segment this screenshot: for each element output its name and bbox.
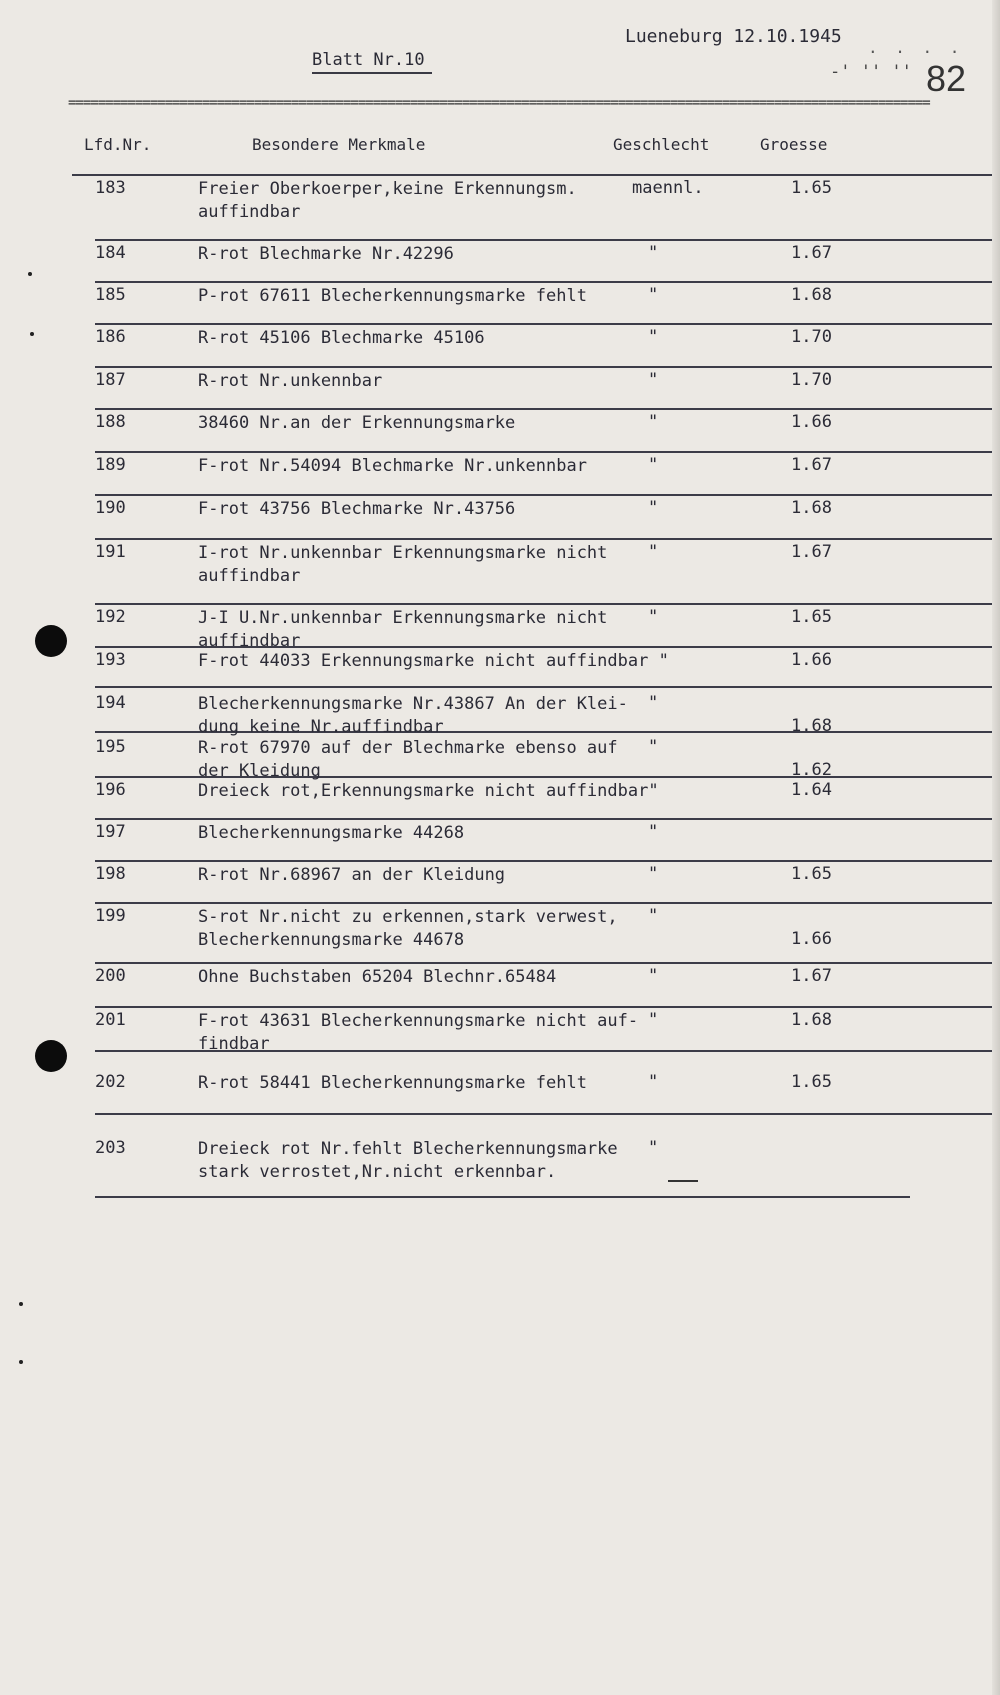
row-number: 186	[95, 327, 126, 347]
paper-speck	[19, 1360, 23, 1364]
row-merkmale-line: R-rot 45106 Blechmarke 45106	[198, 328, 485, 348]
row-geschlecht: "	[648, 498, 659, 518]
row-geschlecht: "	[648, 412, 659, 432]
sheet-title: Blatt Nr.10	[312, 50, 425, 70]
row-number: 197	[95, 822, 126, 842]
row-merkmale-line: Blecherkennungsmarke 44678	[198, 930, 465, 950]
row-groesse: 1.65	[791, 607, 832, 627]
row-number: 187	[95, 370, 126, 390]
row-merkmale-line: Blecherkennungsmarke 44268	[198, 823, 465, 843]
column-header-nr: Lfd.Nr.	[84, 135, 152, 154]
row-merkmale-line: F-rot Nr.54094 Blechmarke Nr.unkennbar	[198, 456, 587, 476]
row-geschlecht: "	[648, 864, 659, 884]
row-rule	[95, 686, 992, 688]
row-merkmale-line: S-rot Nr.nicht zu erkennen,stark verwest,	[198, 907, 618, 927]
row-rule	[95, 603, 992, 605]
row-groesse: 1.65	[791, 178, 832, 198]
row-geschlecht: "	[648, 1138, 659, 1158]
row-number: 201	[95, 1010, 126, 1030]
row-rule	[95, 1196, 910, 1198]
row-groesse: 1.68	[791, 285, 832, 305]
row-geschlecht: "	[648, 906, 659, 926]
row-geschlecht: "	[648, 243, 659, 263]
place-date: Lueneburg 12.10.1945	[625, 26, 842, 47]
row-groesse: 1.70	[791, 370, 832, 390]
page-mark: -' '' ''	[830, 62, 912, 82]
row-rule	[95, 408, 992, 410]
row-rule	[95, 860, 992, 862]
row-merkmale-line: Freier Oberkoerper,keine Erkennungsm.	[198, 179, 577, 199]
row-number: 191	[95, 542, 126, 562]
row-groesse: 1.65	[791, 864, 832, 884]
row-merkmale-line: auffindbar	[198, 631, 301, 651]
row-rule	[95, 494, 992, 496]
row-groesse: 1.66	[791, 929, 832, 949]
row-merkmale-line: 38460 Nr.an der Erkennungsmarke	[198, 413, 516, 433]
row-number: 196	[95, 780, 126, 800]
row-merkmale-line: R-rot 58441 Blecherkennungsmarke fehlt	[198, 1073, 587, 1093]
row-geschlecht: "	[648, 542, 659, 562]
row-groesse: 1.67	[791, 542, 832, 562]
row-geschlecht: "	[648, 822, 659, 842]
row-merkmale-line: F-rot 43756 Blechmarke Nr.43756	[198, 499, 516, 519]
row-number: 202	[95, 1072, 126, 1092]
row-rule	[95, 538, 992, 540]
row-rule	[95, 239, 992, 241]
row-number: 188	[95, 412, 126, 432]
row-geschlecht: "	[648, 1072, 659, 1092]
row-merkmale-line: P-rot 67611 Blecherkennungsmarke fehlt	[198, 286, 587, 306]
double-rule: ====================================================================================================================	[68, 97, 930, 109]
row-groesse: 1.67	[791, 243, 832, 263]
page-number: 82	[926, 58, 967, 99]
row-merkmale-line: I-rot Nr.unkennbar Erkennungsmarke nicht	[198, 543, 608, 563]
row-number: 195	[95, 737, 126, 757]
row-merkmale-line: R-rot Blechmarke Nr.42296	[198, 244, 454, 264]
row-rule	[95, 962, 992, 964]
row-merkmale-line: R-rot Nr.unkennbar	[198, 371, 383, 391]
row-merkmale-line: findbar	[198, 1034, 270, 1054]
row-rule	[95, 1006, 992, 1008]
row-groesse: 1.66	[791, 412, 832, 432]
row-groesse: 1.67	[791, 455, 832, 475]
row-number: 189	[95, 455, 126, 475]
row-geschlecht: maennl.	[632, 178, 704, 198]
row-number: 184	[95, 243, 126, 263]
column-header-groesse: Groesse	[760, 135, 828, 154]
row-rule	[95, 818, 992, 820]
row-merkmale-line: auffindbar	[198, 202, 301, 222]
row-geschlecht: "	[648, 737, 659, 757]
paper-speck	[30, 332, 34, 336]
row-rule	[95, 451, 992, 453]
punch-hole-lower	[35, 1040, 67, 1072]
row-groesse: 1.68	[791, 716, 832, 736]
paper-edge	[992, 0, 1000, 1695]
row-geschlecht: "	[648, 1010, 659, 1030]
row-merkmale-line: J-I U.Nr.unkennbar Erkennungsmarke nicht	[198, 608, 608, 628]
end-mark	[668, 1180, 698, 1182]
row-merkmale-line: der Kleidung	[198, 761, 321, 781]
row-groesse: 1.68	[791, 1010, 832, 1030]
row-number: 203	[95, 1138, 126, 1158]
paper-speck	[28, 272, 32, 276]
row-number: 194	[95, 693, 126, 713]
row-rule	[95, 281, 992, 283]
row-geschlecht: "	[648, 455, 659, 475]
row-groesse: 1.65	[791, 1072, 832, 1092]
row-rule	[95, 1113, 992, 1115]
row-geschlecht: "	[648, 607, 659, 627]
row-groesse: 1.62	[791, 760, 832, 780]
row-rule	[95, 323, 992, 325]
row-geschlecht: "	[648, 327, 659, 347]
row-rule	[72, 174, 992, 176]
row-merkmale-line: Blecherkennungsmarke Nr.43867 An der Klei-	[198, 694, 628, 714]
column-header-geschlecht: Geschlecht	[613, 135, 710, 154]
row-rule	[95, 366, 992, 368]
row-geschlecht: "	[648, 693, 659, 713]
row-number: 193	[95, 650, 126, 670]
row-geschlecht: "	[648, 285, 659, 305]
row-groesse: 1.66	[791, 650, 832, 670]
row-merkmale-line: Ohne Buchstaben 65204 Blechnr.65484	[198, 967, 557, 987]
row-merkmale-line: stark verrostet,Nr.nicht erkennbar.	[198, 1162, 557, 1182]
row-number: 192	[95, 607, 126, 627]
row-merkmale-line: Dreieck rot Nr.fehlt Blecherkennungsmarke	[198, 1139, 618, 1159]
row-number: 183	[95, 178, 126, 198]
punch-hole-upper	[35, 625, 67, 657]
row-number: 185	[95, 285, 126, 305]
row-number: 199	[95, 906, 126, 926]
sheet-title-underline	[312, 72, 432, 74]
row-number: 190	[95, 498, 126, 518]
row-number: 198	[95, 864, 126, 884]
row-rule	[95, 902, 992, 904]
header-dots: . . . .	[868, 38, 964, 57]
row-groesse: 1.68	[791, 498, 832, 518]
row-geschlecht: "	[648, 966, 659, 986]
row-merkmale-line: R-rot Nr.68967 an der Kleidung	[198, 865, 506, 885]
row-merkmale-line: auffindbar	[198, 566, 301, 586]
row-merkmale-line: Dreieck rot,Erkennungsmarke nicht auffindbar"	[198, 781, 659, 801]
row-geschlecht: "	[648, 370, 659, 390]
row-groesse: 1.67	[791, 966, 832, 986]
row-merkmale-line: dung keine Nr.auffindbar	[198, 717, 444, 737]
row-merkmale-line: F-rot 43631 Blecherkennungsmarke nicht auf-	[198, 1011, 639, 1031]
row-merkmale-line: R-rot 67970 auf der Blechmarke ebenso auf	[198, 738, 618, 758]
row-number: 200	[95, 966, 126, 986]
paper-speck	[19, 1302, 23, 1306]
row-groesse: 1.64	[791, 780, 832, 800]
row-groesse: 1.70	[791, 327, 832, 347]
row-merkmale-line: F-rot 44033 Erkennungsmarke nicht auffindbar "	[198, 651, 669, 671]
column-header-merkmale: Besondere Merkmale	[252, 135, 426, 154]
